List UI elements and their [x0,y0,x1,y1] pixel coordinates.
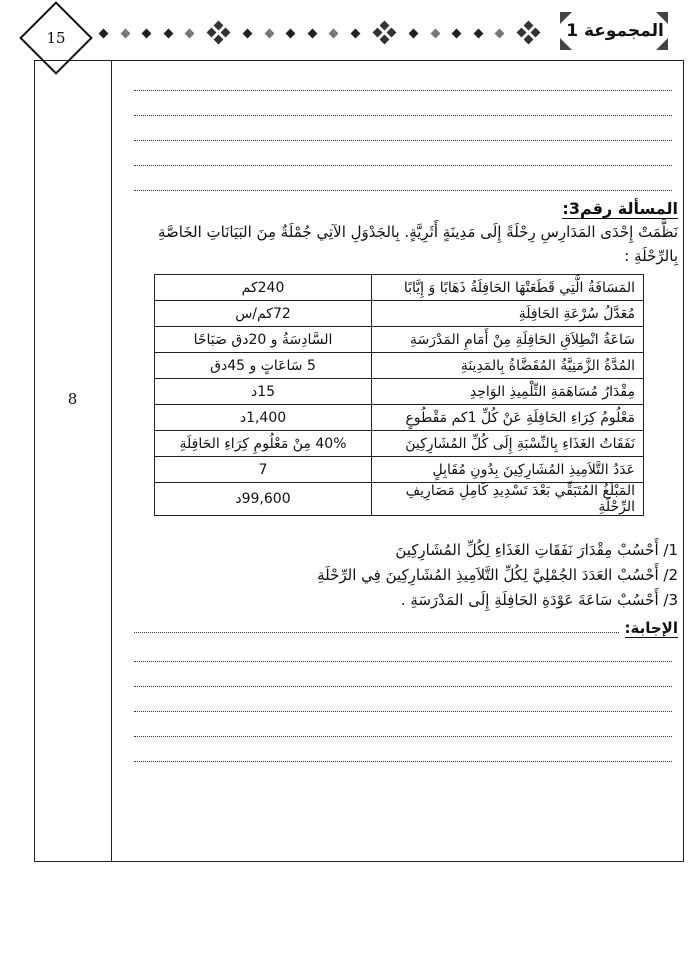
table-cell-label: المُدَّةُ الزَّمَنِيَّةُ المُقَضَّاةُ بِالمَدِينَةِ [372,353,644,379]
diamond-icon [430,28,440,38]
answer-line[interactable] [134,662,672,687]
table-cell-label: المَبْلَغُ المُتَبَقِّي بَعْدَ تَسْدِيدِ كَامِلِ مَصَارِيفِ الرِّحْلَةِ [372,483,644,516]
table-cell-value: 72كم/س [155,301,372,327]
diamond-icon [409,28,419,38]
diamond-cluster-icon [208,22,230,44]
table-row [155,379,644,405]
table-cell-value: 5 سَاعَاتٍ و 45دق [155,353,372,379]
diamond-icon [99,28,109,38]
diamond-icon [286,28,296,38]
score-column-divider [111,60,112,862]
diamond-icon [243,28,253,38]
table-cell-label: مُعَدَّلُ سُرْعَةِ الحَافِلَةِ [372,301,644,327]
answer-line[interactable] [134,91,672,116]
table-row [155,327,644,353]
table-cell-value: 1,400د [155,405,372,431]
prior-answer-lines [120,66,678,191]
table-cell-label: عَدَدُ التَّلاَمِيذِ المُشَارِكِينَ بِدُونِ مُقَابِلٍ [372,457,644,483]
table-row [155,431,644,457]
diamond-icon [120,28,130,38]
table-row [155,275,644,301]
table-row [155,353,644,379]
table-cell-value: السَّادِسَةُ و 20دق صَبَاحًا [155,327,372,353]
diamond-cluster-icon [518,22,540,44]
answer-line[interactable] [134,614,619,633]
diamond-icon [185,28,195,38]
table-cell-label: مَعْلُومُ كِرَاءِ الحَافِلَةِ عَنْ كُلِّ 1كم مَقْطُوعٍ [372,405,644,431]
table-row [155,457,644,483]
answer-line[interactable] [134,141,672,166]
table-cell-label: مِقْدَارُ مُسَاهَمَةِ التِّلْمِيذِ الوَاحِدِ [372,379,644,405]
group-label: المجموعة 1 [566,21,664,41]
page-number: 15 [46,29,66,47]
questions [120,538,678,613]
diamond-icon [495,28,505,38]
diamond-icon [473,28,483,38]
diamond-icon [307,28,317,38]
table-row [155,405,644,431]
problem-title-text: المسألة رقم3: [562,199,678,218]
table-cell-value: 240كم [155,275,372,301]
table-cell-label: سَاعَةُ انْطِلاَقِ الحَافِلَةِ مِنْ أَمَامِ المَدْرَسَةِ [372,327,644,353]
answer-line[interactable] [134,166,672,191]
table-cell-value: 7 [155,457,372,483]
table-cell-label: نَفَقَاتُ الغَذَاءِ بِالنِّسْبَةِ إِلَى كُلِّ المُشَارِكِينَ [372,431,644,457]
diamond-icon [452,28,462,38]
table-cell-value: 40% مِنْ مَعْلُومِ كِرَاءِ الحَافِلَةِ [155,431,372,457]
answer-label-text: الإجابة: [624,619,678,637]
diamond-cluster-icon [374,22,396,44]
worksheet-content [120,66,678,762]
table-cell-value: 99,600د [155,483,372,516]
answer-line[interactable] [134,116,672,141]
trip-data-table [154,274,644,516]
answer-line[interactable] [134,687,672,712]
answer-row [120,613,678,637]
answer-line[interactable] [134,66,672,91]
diamond-icon [264,28,274,38]
problem-title [120,199,678,218]
diamond-icon [163,28,173,38]
table-row [155,483,644,516]
page-header [0,0,696,62]
answer-line[interactable] [134,637,672,662]
table-cell-value: 15د [155,379,372,405]
answer-label [625,619,678,637]
diamond-icon [329,28,339,38]
problem-intro: نَظَّمَتْ إِحْدَى المَدَارِسِ رِحْلَةً إِلَى مَدِينَةٍ أَثَرِيَّةٍ. بِالجَدْوَلِ الآتِي جُمْلَةٌ مِنَ البَيَانَاتِ الخَاصَّةِ بِالرِّحْلَةِ : [158,223,678,265]
question-3: 3/ أَحْسُبْ سَاعَةَ عَوْدَةِ الحَافِلَةِ إِلَى المَدْرَسَةِ . [400,591,678,609]
score-value: 8 [67,390,78,408]
table-row [155,301,644,327]
table-cell-label: المَسَافَةُ الَّتِي قَطَعَتْهَا الحَافِلَةُ ذَهَابًا وَ إِيَّابًا [372,275,644,301]
diamond-icon [351,28,361,38]
answer-line[interactable] [134,737,672,762]
decorative-diamond-row [100,26,540,40]
question-1: 1/ أَحْسُبْ مِقْدَارَ نَفَقَاتِ الغَذَاءِ لِكُلِّ المُشَارِكِينَ [395,541,678,559]
diamond-icon [142,28,152,38]
answer-line[interactable] [134,712,672,737]
question-2: 2/ أَحْسُبْ العَدَدَ الجُمْلِيَّ لِكُلِّ التَّلاَمِيذِ المُشَارِكِينَ فِي الرِّحْلَةِ [317,566,678,584]
